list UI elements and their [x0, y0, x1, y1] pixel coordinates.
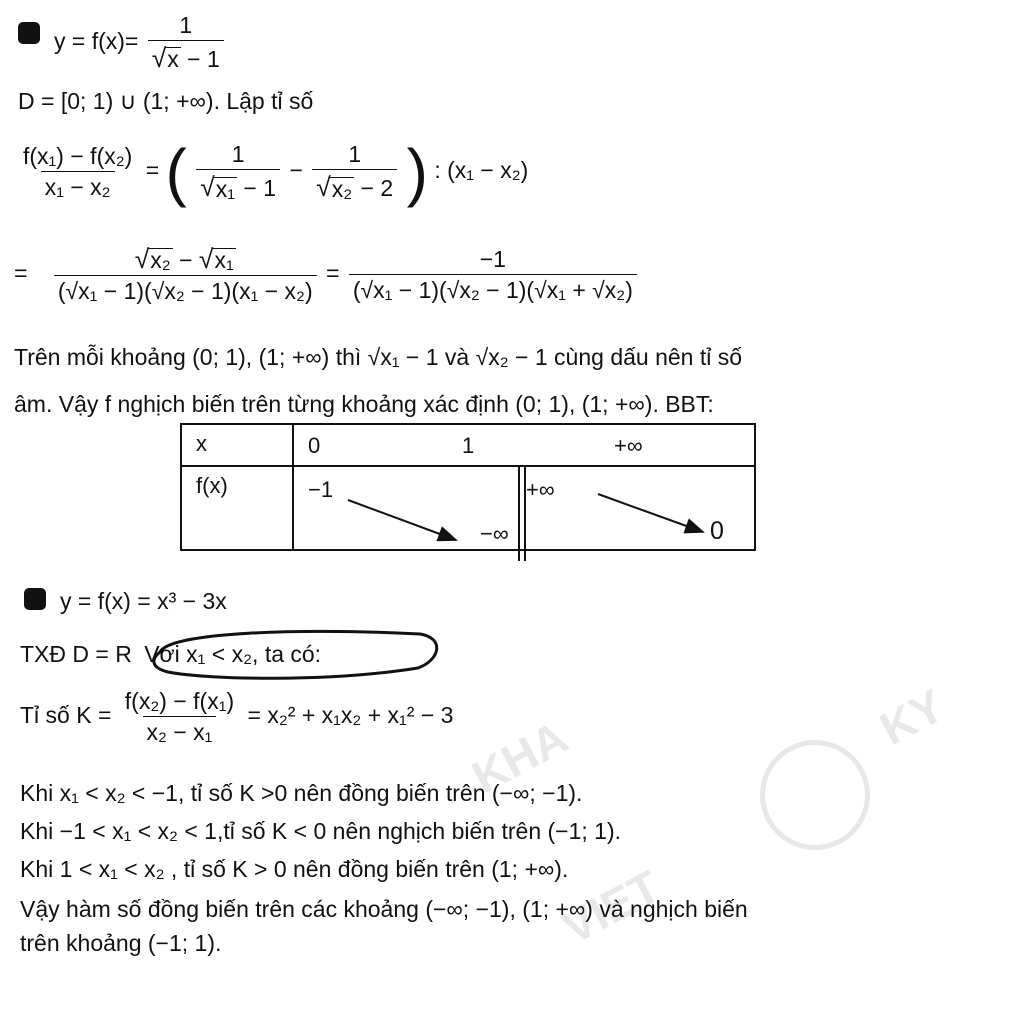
ex1-text2: âm. Vậy f nghịch biến trên từng khoảng xác định (0; 1), (1; +∞). BBT: [14, 391, 714, 417]
l2-right-fraction [349, 245, 637, 303]
table-x2: +∞ [614, 433, 643, 458]
eq-tail: − 1 [180, 46, 220, 72]
bullet-icon [18, 22, 40, 44]
table-x-label: x [181, 424, 293, 466]
bullet-icon [24, 588, 46, 610]
watermark-seal [760, 740, 870, 850]
ex1-line2: = √ x₂ − √ x₁ (√x₁ − 1)(√x₂ − 1)(x₁ − x₂) = $\frac{-1}{\text{(√x₁ − 1)(√x₂ − 1)(√x₁ + √x₂)}}$ [14, 246, 640, 303]
ex2-line5: trên khoảng (−1; 1). [20, 930, 222, 956]
txd-prefix: TXĐ D = R [20, 641, 132, 667]
ex2-line2: Khi −1 < x₁ < x₂ < 1,tỉ số K < 0 nên nghịch biến trên (−1; 1). [20, 818, 621, 844]
k-fraction [121, 690, 238, 744]
k-prefix: Tỉ số K = [20, 702, 112, 729]
t2-num: 1 [348, 141, 362, 168]
l2-num-b: x₁ [214, 247, 234, 274]
k-num: f(x₂) − f(x₁) [124, 688, 235, 714]
ex2-ratio [20, 690, 453, 744]
watermark-text: VIET [553, 860, 669, 954]
ratio-den: x₁ − x₂ [41, 171, 115, 199]
ex2-line4: Vậy hàm số đồng biến trên các khoảng (−∞; −1), (1; +∞) và nghịch biến [20, 896, 748, 922]
table-v-start: −1 [308, 477, 334, 502]
ex1-ratio-line: $\frac{\text{f(x₁) − f(x₂)}}{\text{x₁ − x₂}}$ = ( 1 √ x₁ − 1 − 1 √ x₂ − 2 ) : (x₁ − x₂) [16, 140, 528, 204]
k-den: x₂ − x₁ [143, 716, 217, 744]
table-double-bar [524, 467, 526, 561]
ex1-domain: D = [0; 1) ∪ (1; +∞). Lập tỉ số [18, 88, 314, 114]
table-double-bar [518, 467, 520, 561]
div-tail: : (x₁ − x₂) [434, 157, 529, 184]
ex2-equation: y = f(x) = x³ − 3x [60, 588, 227, 614]
ex2-txd [20, 643, 321, 666]
ex2-line1: Khi x₁ < x₂ < −1, tỉ số K >0 nên đồng biến trên (−∞; −1). [20, 780, 583, 806]
ex1-text1: Trên mỗi khoảng (0; 1), (1; +∞) thì √x₁ − 1 và √x₂ − 1 cùng dấu nên tỉ số [14, 344, 743, 370]
eq-fraction [148, 14, 224, 71]
ex1-equation [54, 14, 227, 71]
k-tail: = x₂² + x₁x₂ + x₁² − 3 [247, 702, 454, 729]
variation-table [180, 423, 756, 551]
table-v-end: 0 [710, 517, 724, 545]
ratio-fraction [19, 145, 136, 199]
table-x0: 0 [308, 433, 321, 458]
term2-fraction: 1 √ x₂ − 2 [312, 143, 397, 200]
txd-circled: Với x₁ < x₂, ta có: [144, 641, 322, 667]
watermark-text: KHA [463, 710, 577, 804]
ratio-num: f(x₁) − f(x₂) [23, 143, 133, 169]
table-x-values [293, 424, 755, 466]
ex2-line3: Khi 1 < x₁ < x₂ , tỉ số K > 0 nên đồng biến trên (1; +∞). [20, 856, 569, 882]
table-f-label: f(x) [181, 466, 293, 550]
term1-fraction: 1 √ x₁ − 1 [196, 143, 280, 200]
l2-left-fraction: √ x₂ − √ x₁ (√x₁ − 1)(√x₂ − 1)(x₁ − x₂) [54, 246, 317, 303]
t1-rad: x₁ [215, 175, 236, 202]
t2-rad: x₂ [331, 175, 353, 202]
table-v-pos-inf: +∞ [526, 477, 555, 502]
eq-rad: x [167, 46, 179, 73]
t1-num: 1 [231, 141, 245, 168]
eq-num: 1 [179, 12, 193, 38]
t2-tail: − 2 [354, 175, 394, 202]
t1-tail: − 1 [237, 175, 277, 202]
table-x1: 1 [462, 433, 475, 458]
l2-den: (√x₁ − 1)(√x₂ − 1)(x₁ − x₂) [54, 275, 317, 303]
watermark-text: KY [871, 679, 953, 755]
l2-r-num: −1 [479, 245, 506, 272]
l2-num-a: x₂ [150, 247, 171, 274]
eq-den: √ x − 1 [148, 40, 224, 71]
table-v-neg-inf: −∞ [480, 521, 509, 546]
l2-r-den: (√x₁ − 1)(√x₂ − 1)(√x₁ + √x₂) [349, 274, 637, 302]
eq-prefix: y = f(x)= [54, 27, 139, 54]
